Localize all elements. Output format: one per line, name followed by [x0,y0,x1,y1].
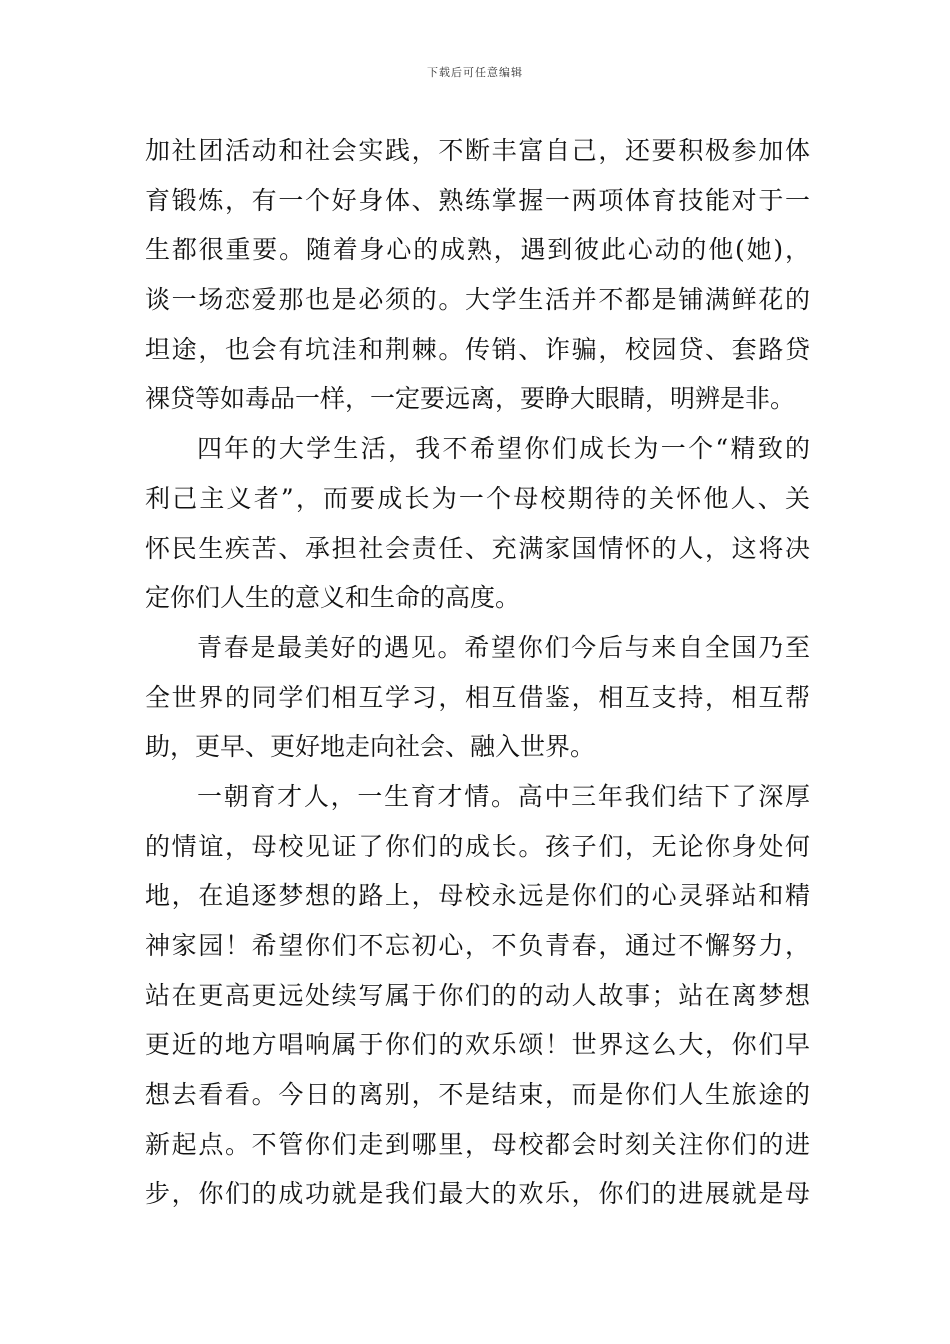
paragraph-first-line: 四年的大学生活，我不希望你们成长为一个“精致的 [197,434,810,464]
text-line: 生都很重要。随着身心的成熟，遇到彼此心动的他(她)， [145,235,810,265]
text-line: 步，你们的成功就是我们最大的欢乐，你们的进展就是母 [145,1179,810,1209]
text-line: 谈一场恋爱那也是必须的。大学生活并不都是铺满鲜花的 [145,285,810,315]
text-line: 全世界的同学们相互学习，相互借鉴，相互支持，相互帮 [145,682,810,712]
text-line: 新起点。不管你们走到哪里，母校都会时刻关注你们的进 [145,1129,810,1159]
text-line: 定你们人生的意义和生命的高度。 [145,583,521,613]
text-line: 利己主义者”，而要成长为一个母校期待的关怀他人、关 [145,483,810,513]
body-text [145,126,810,1219]
text-line: 育锻炼，有一个好身体、熟练掌握一两项体育技能对于一 [145,185,810,215]
text-line: 更近的地方唱响属于你们的欢乐颂！世界这么大，你们早 [145,1030,810,1060]
text-line: 地，在追逐梦想的路上，母校永远是你们的心灵驿站和精 [145,881,810,911]
text-line: 助，更早、更好地走向社会、融入世界。 [145,732,596,762]
text-line: 加社团活动和社会实践，不断丰富自己，还要积极参加体 [145,136,810,165]
text-line: 神家园！希望你们不忘初心，不负青春，通过不懈努力， [145,931,810,960]
text-line: 的情谊，母校见证了你们的成长。孩子们，无论你身处何 [145,831,810,861]
text-line: 坦途，也会有坑洼和荆棘。传销、诈骗，校园贷、套路贷 [145,334,810,364]
page-header: 下载后可任意编辑 [427,66,523,79]
text-line: 裸贷等如毒品一样，一定要远离，要睁大眼睛，明辨是非。 [145,384,796,414]
paragraph-first-line: 一朝育才人，一生育才情。高中三年我们结下了深厚 [197,781,810,811]
text-line: 怀民生疾苦、承担社会责任、充满家国情怀的人，这将决 [145,533,810,563]
paragraph-first-line: 青春是最美好的遇见。希望你们今后与来自全国乃至 [197,632,810,662]
text-line: 站在更高更远处续写属于你们的的动人故事；站在离梦想 [145,980,810,1010]
text-line: 想去看看。今日的离别，不是结束，而是你们人生旅途的 [145,1080,810,1110]
